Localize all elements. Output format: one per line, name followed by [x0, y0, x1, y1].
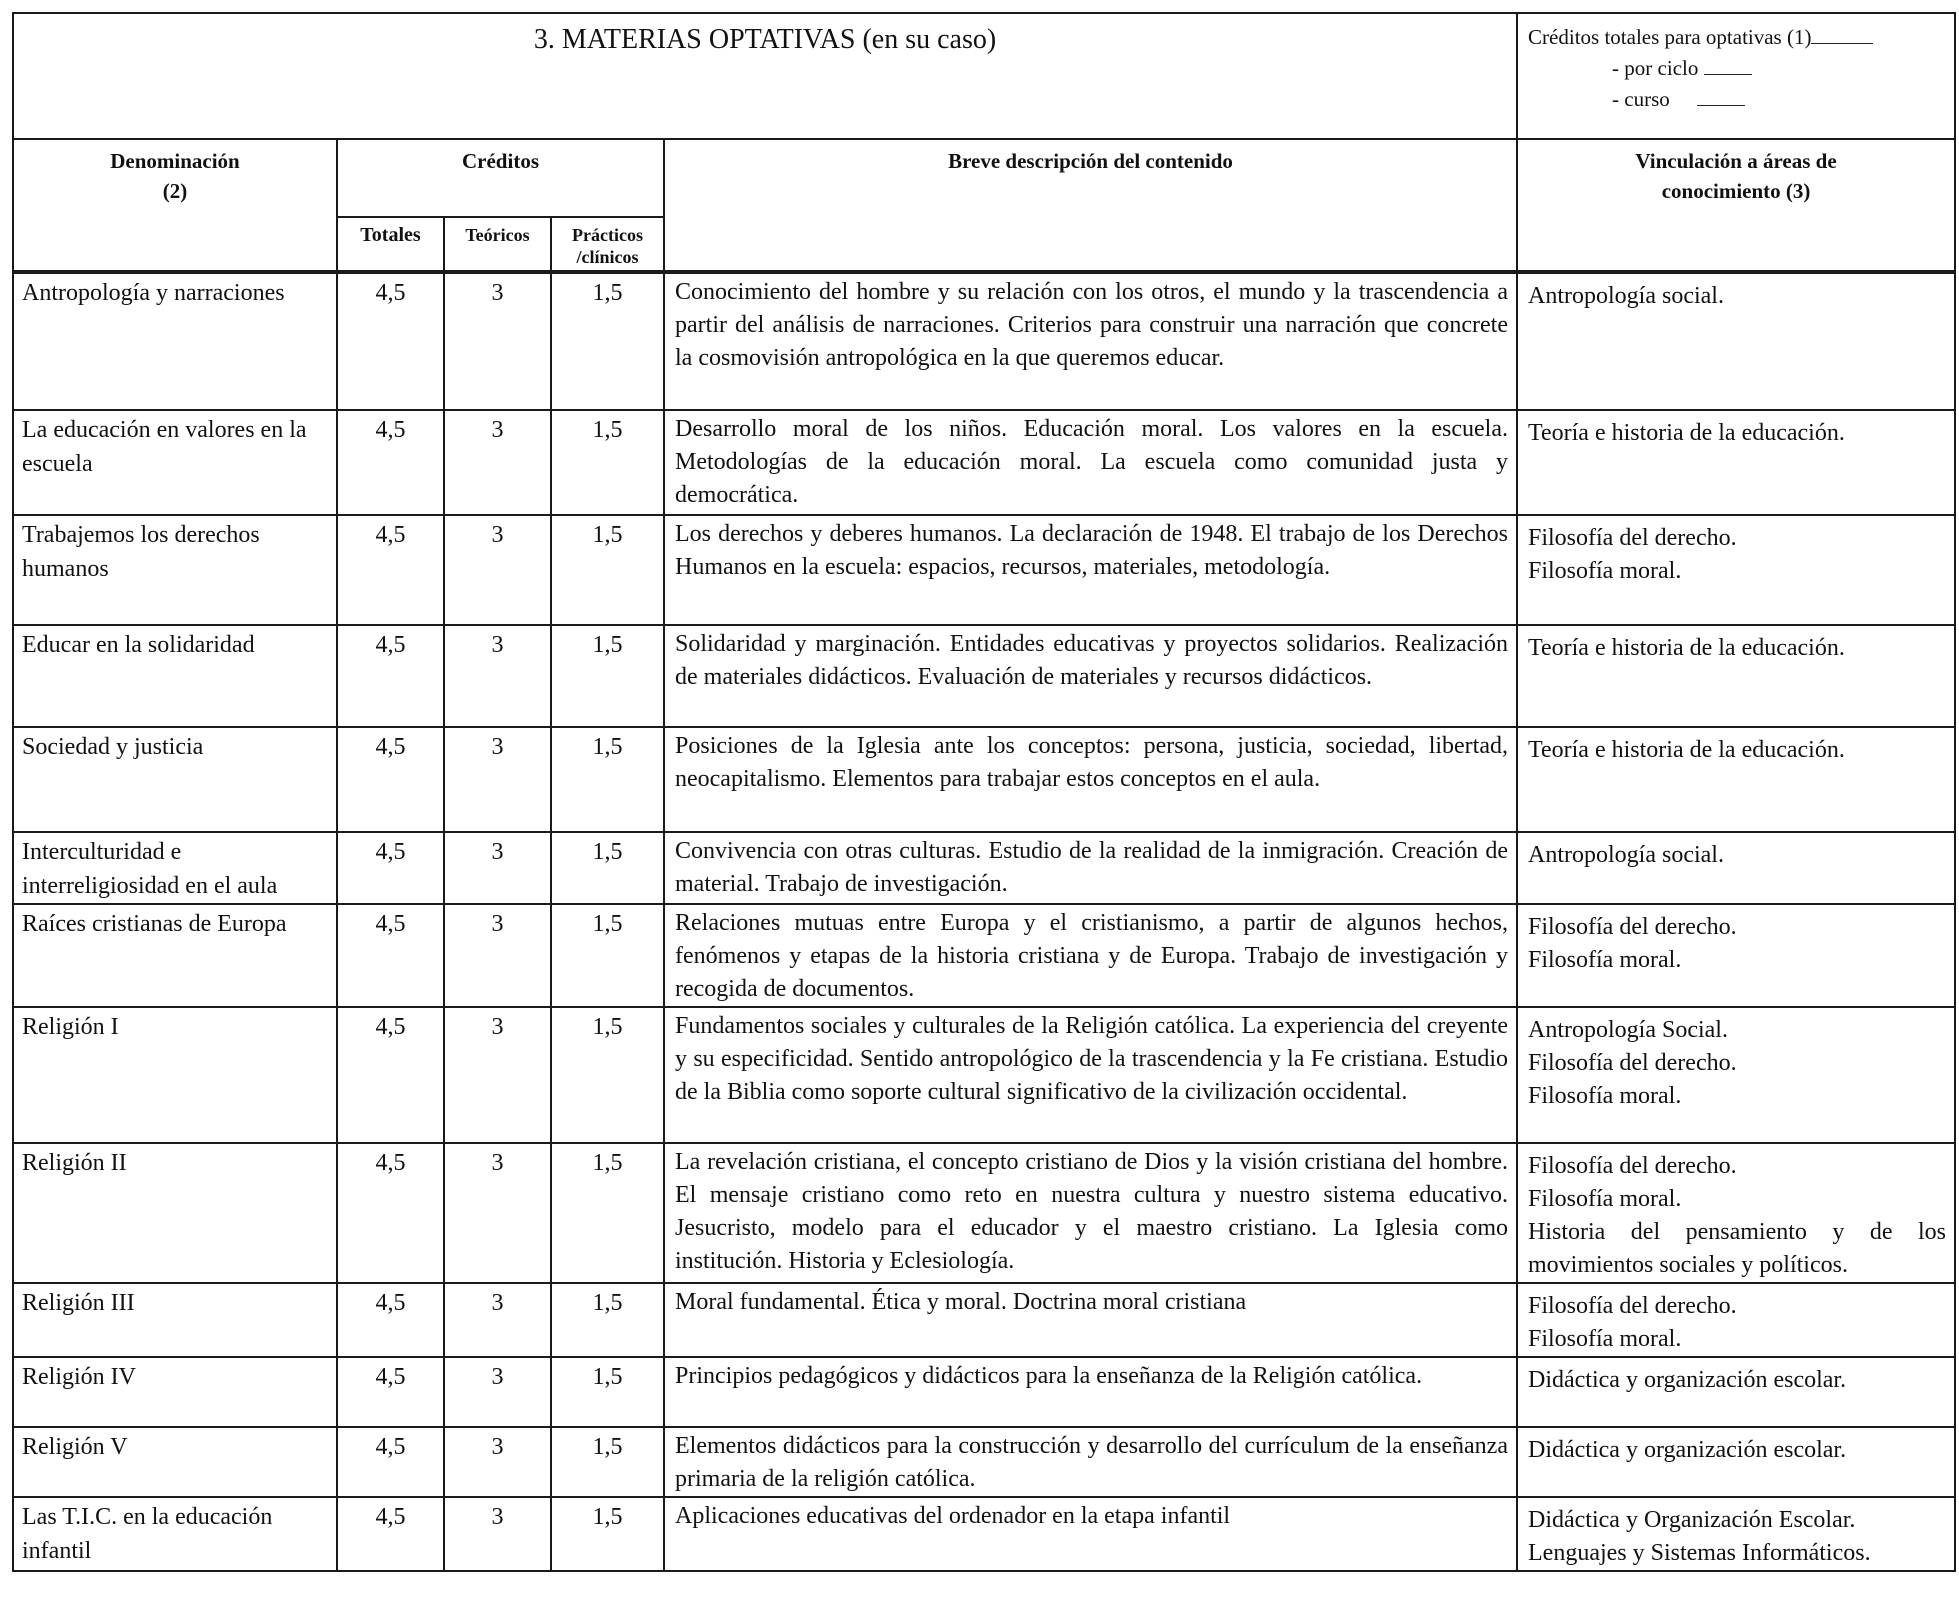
- per-course-blank: [1697, 87, 1745, 106]
- per-cycle-line: [1528, 53, 1948, 84]
- subject-name: La educación en valores en la escuela: [13, 410, 337, 515]
- per-cycle-label: - por ciclo: [1612, 56, 1699, 80]
- table-row: [13, 273, 1955, 410]
- credits-teoricos: 3: [444, 832, 551, 904]
- credits-totales: 4,5: [337, 273, 444, 410]
- subject-description: Desarrollo moral de los niños. Educación moral. Los valores en la escuela. Metodologías de la educación moral. La escuela como comunidad justa y democrática.: [664, 410, 1517, 515]
- per-course-line: [1528, 84, 1948, 115]
- col-denominacion-label: Denominación: [110, 149, 240, 173]
- col-teoricos-header: [444, 217, 551, 271]
- knowledge-area-item: Filosofía moral.: [1528, 1186, 1682, 1212]
- subject-name: Religión III: [13, 1283, 337, 1357]
- subject-name: Religión II: [13, 1143, 337, 1283]
- knowledge-areas: [1517, 1497, 1955, 1571]
- col-vinculacion-header: [1517, 139, 1955, 271]
- knowledge-areas: [1517, 410, 1955, 515]
- per-course-label: - curso: [1612, 87, 1670, 111]
- page-title-text: 3. MATERIAS OPTATIVAS (en su caso): [533, 24, 997, 55]
- col-vinculacion-label-1: Vinculación a áreas de: [1635, 149, 1837, 173]
- credits-teoricos: 3: [444, 1007, 551, 1143]
- subjects-table: [12, 272, 1956, 1572]
- subject-description: Relaciones mutuas entre Europa y el cristianismo, a partir de algunos hechos, fenómenos y etapas de la historia cristiana y de Europa. Trabajo de investigación y recogida de documentos.: [664, 904, 1517, 1007]
- knowledge-area-item: Filosofía moral.: [1528, 558, 1682, 584]
- col-creditos-label: Créditos: [462, 149, 539, 173]
- subject-name: Antropología y narraciones: [13, 273, 337, 410]
- col-totales-header: [337, 217, 444, 271]
- subject-description: La revelación cristiana, el concepto cristiano de Dios y la visión cristiana del hombre. El mensaje cristiano como reto en nuestra cultura y nuestro sistema educativo. Jesucristo, modelo para el educador y el maestro cristiano. La Iglesia como institución. Historia y Eclesiología.: [664, 1143, 1517, 1283]
- col-teoricos-label: Teóricos: [465, 225, 530, 245]
- credits-teoricos: 3: [444, 1427, 551, 1497]
- credits-teoricos: 3: [444, 727, 551, 832]
- credits-totales: 4,5: [337, 1143, 444, 1283]
- subjects-table-body: [13, 273, 1955, 1571]
- total-credits-label: Créditos totales para optativas (1): [1528, 25, 1812, 49]
- credits-teoricos: 3: [444, 1357, 551, 1427]
- credits-teoricos: 3: [444, 1497, 551, 1571]
- subject-description: Principios pedagógicos y didácticos para la enseñanza de la Religión católica.: [664, 1357, 1517, 1427]
- table-row: [13, 904, 1955, 1007]
- knowledge-area-item: Filosofía moral.: [1528, 1083, 1682, 1109]
- knowledge-area-item: Antropología social.: [1528, 842, 1724, 868]
- credits-teoricos: 3: [444, 410, 551, 515]
- knowledge-area-item: Filosofía del derecho.: [1528, 914, 1737, 940]
- credits-teoricos: 3: [444, 625, 551, 727]
- knowledge-area-item: Didáctica y organización escolar.: [1528, 1437, 1847, 1463]
- knowledge-area-item: Teoría e historia de la educación.: [1528, 737, 1845, 763]
- table-row: [13, 1283, 1955, 1357]
- knowledge-area-item: Didáctica y organización escolar.: [1528, 1367, 1847, 1393]
- col-practicos-label-2: /clínicos: [576, 247, 639, 267]
- credits-totales: 4,5: [337, 1007, 444, 1143]
- subject-description: Conocimiento del hombre y su relación con los otros, el mundo y la trascendencia a partir del análisis de narraciones. Criterios para construir una narración que concrete la cosmovisión antropológica en la que queremos educar.: [664, 273, 1517, 410]
- table-row: [13, 1143, 1955, 1283]
- credits-totales: 4,5: [337, 1357, 444, 1427]
- credits-practicos: 1,5: [551, 904, 664, 1007]
- knowledge-area-item: Teoría e historia de la educación.: [1528, 420, 1845, 446]
- credits-totales: 4,5: [337, 1283, 444, 1357]
- knowledge-areas: [1517, 1427, 1955, 1497]
- credits-teoricos: 3: [444, 273, 551, 410]
- credits-practicos: 1,5: [551, 1007, 664, 1143]
- credits-practicos: 1,5: [551, 1283, 664, 1357]
- subject-name: Religión V: [13, 1427, 337, 1497]
- col-totales-label: Totales: [360, 224, 421, 246]
- total-credits-blank: [1811, 25, 1873, 44]
- table-row: [13, 832, 1955, 904]
- subject-name: Religión IV: [13, 1357, 337, 1427]
- subject-name: Las T.I.C. en la educación infantil: [13, 1497, 337, 1571]
- col-descripcion-header: [664, 139, 1517, 271]
- col-denominacion-note: (2): [162, 179, 188, 203]
- col-denominacion-header: [13, 139, 337, 271]
- subject-description: Fundamentos sociales y culturales de la Religión católica. La experiencia del creyente y su especificidad. Sentido antropológico de la trascendencia y la Fe cristiana. Estudio de la Biblia como soporte cultural significativo de la civilización occidental.: [664, 1007, 1517, 1143]
- knowledge-area-item: Didáctica y Organización Escolar.: [1528, 1507, 1856, 1533]
- knowledge-area-item: Filosofía moral.: [1528, 947, 1682, 973]
- knowledge-areas: [1517, 1357, 1955, 1427]
- subject-description: Elementos didácticos para la construcción y desarrollo del currículum de la enseñanza primaria de la religión católica.: [664, 1427, 1517, 1497]
- knowledge-area-item: Lenguajes y Sistemas Informáticos.: [1528, 1540, 1871, 1566]
- knowledge-area-item: Filosofía del derecho.: [1528, 1050, 1737, 1076]
- subject-name: Raíces cristianas de Europa: [13, 904, 337, 1007]
- knowledge-area-item: Teoría e historia de la educación.: [1528, 635, 1845, 661]
- subject-description: Los derechos y deberes humanos. La declaración de 1948. El trabajo de los Derechos Humanos en la escuela: espacios, recursos, materiales, metodología.: [664, 515, 1517, 625]
- credits-totales: 4,5: [337, 904, 444, 1007]
- knowledge-areas: [1517, 625, 1955, 727]
- subject-description: Posiciones de la Iglesia ante los conceptos: persona, justicia, sociedad, libertad, neocapitalismo. Elementos para trabajar estos conceptos en el aula.: [664, 727, 1517, 832]
- knowledge-areas: [1517, 1143, 1955, 1283]
- credits-practicos: 1,5: [551, 1357, 664, 1427]
- credits-teoricos: 3: [444, 515, 551, 625]
- credits-totales: 4,5: [337, 1427, 444, 1497]
- optional-credits-box: [1517, 13, 1955, 139]
- credits-totales: 4,5: [337, 727, 444, 832]
- credits-practicos: 1,5: [551, 832, 664, 904]
- per-cycle-blank: [1704, 56, 1752, 75]
- credits-totales: 4,5: [337, 625, 444, 727]
- subject-description: Moral fundamental. Ética y moral. Doctrina moral cristiana: [664, 1283, 1517, 1357]
- page-title: [13, 13, 1517, 139]
- knowledge-areas: [1517, 1283, 1955, 1357]
- knowledge-areas: [1517, 273, 1955, 410]
- table-row: [13, 727, 1955, 832]
- subject-description: Solidaridad y marginación. Entidades educativas y proyectos solidarios. Realización de materiales didácticos. Evaluación de materiales y recursos didácticos.: [664, 625, 1517, 727]
- total-credits-line: [1528, 22, 1948, 53]
- header-table: [12, 12, 1956, 272]
- knowledge-area-item: Filosofía moral.: [1528, 1326, 1682, 1352]
- credits-teoricos: 3: [444, 904, 551, 1007]
- credits-teoricos: 3: [444, 1283, 551, 1357]
- subject-name: Trabajemos los derechos humanos: [13, 515, 337, 625]
- subject-name: Sociedad y justicia: [13, 727, 337, 832]
- credits-practicos: 1,5: [551, 1143, 664, 1283]
- table-row: [13, 410, 1955, 515]
- knowledge-area-item: Filosofía del derecho.: [1528, 1293, 1737, 1319]
- credits-practicos: 1,5: [551, 1497, 664, 1571]
- subject-name: Religión I: [13, 1007, 337, 1143]
- credits-totales: 4,5: [337, 515, 444, 625]
- knowledge-areas: [1517, 904, 1955, 1007]
- subject-description: Aplicaciones educativas del ordenador en la etapa infantil: [664, 1497, 1517, 1571]
- knowledge-area-item: Filosofía del derecho.: [1528, 1153, 1737, 1179]
- credits-teoricos: 3: [444, 1143, 551, 1283]
- table-row: [13, 625, 1955, 727]
- knowledge-area-item: Filosofía del derecho.: [1528, 525, 1737, 551]
- knowledge-areas: [1517, 515, 1955, 625]
- col-practicos-header: [551, 217, 664, 271]
- col-descripcion-label: Breve descripción del contenido: [948, 149, 1233, 173]
- knowledge-area-item: Antropología social.: [1528, 283, 1724, 309]
- credits-totales: 4,5: [337, 832, 444, 904]
- subject-description: Convivencia con otras culturas. Estudio de la realidad de la inmigración. Creación de material. Trabajo de investigación.: [664, 832, 1517, 904]
- table-row: [13, 1007, 1955, 1143]
- subject-name: Educar en la solidaridad: [13, 625, 337, 727]
- credits-practicos: 1,5: [551, 410, 664, 515]
- knowledge-areas: [1517, 1007, 1955, 1143]
- credits-practicos: 1,5: [551, 1427, 664, 1497]
- table-row: [13, 515, 1955, 625]
- credits-totales: 4,5: [337, 410, 444, 515]
- credits-practicos: 1,5: [551, 727, 664, 832]
- credits-practicos: 1,5: [551, 625, 664, 727]
- credits-totales: 4,5: [337, 1497, 444, 1571]
- col-vinculacion-label-2: conocimiento (3): [1661, 179, 1811, 203]
- knowledge-area-item: Antropología Social.: [1528, 1017, 1728, 1043]
- table-row: [13, 1357, 1955, 1427]
- knowledge-areas: [1517, 727, 1955, 832]
- knowledge-area-item: Historia del pensamiento y de los movimientos sociales y políticos.: [1528, 1219, 1946, 1278]
- table-row: [13, 1427, 1955, 1497]
- credits-practicos: 1,5: [551, 515, 664, 625]
- knowledge-areas: [1517, 832, 1955, 904]
- credits-practicos: 1,5: [551, 273, 664, 410]
- optional-subjects-document: [12, 12, 1954, 1572]
- col-creditos-header: [337, 139, 664, 217]
- subject-name: Interculturidad e interreligiosidad en el aula: [13, 832, 337, 904]
- table-row: [13, 1497, 1955, 1571]
- col-practicos-label-1: Prácticos: [572, 225, 643, 245]
